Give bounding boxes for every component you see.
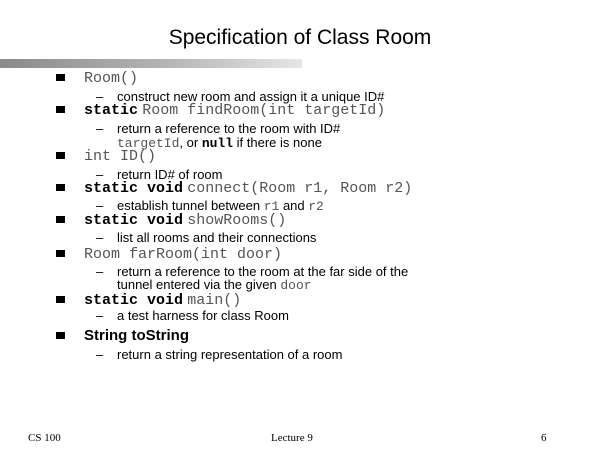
method-description: construct new room and assign it a unique ID# [117,89,385,104]
inline-code: door [280,278,312,293]
dash-icon: – [96,89,104,104]
method-signature [84,327,189,344]
dash-icon: – [96,167,104,182]
text: , or [179,135,202,150]
method-description: return a reference to the room with ID# [117,121,341,136]
method-code: Room() [84,70,139,87]
dash-icon: – [96,347,104,362]
bullet-icon [56,184,65,191]
inline-code: targetId [117,136,180,151]
method-signature [84,291,241,309]
slide-title: Specification of Class Room [168,26,432,49]
method-code: int ID() [84,148,157,165]
inline-code: r1 [263,199,280,214]
bullet-icon [56,216,65,223]
method-description: return ID# of room [117,167,223,182]
method-signature [84,69,138,87]
method-name: String toString [84,327,189,344]
dash-icon: – [96,264,104,279]
text: and [279,198,309,213]
bullet-icon [56,106,65,113]
method-keyword: static void [84,180,184,197]
inline-code: r2 [308,199,324,214]
method-code: showRooms() [187,212,287,229]
method-signature [84,211,286,229]
method-code: Room findRoom(int targetId) [142,102,386,119]
method-keyword: static void [84,292,184,309]
method-signature [84,179,412,197]
bullet-icon [56,152,65,159]
text: tunnel entered via the given [117,277,281,292]
bullet-icon [56,74,65,81]
footer-lecture: Lecture 9 [271,432,313,444]
bullet-icon [56,332,65,339]
method-description: return a string representation of a room [117,347,343,362]
method-signature [84,101,385,119]
footer-course: CS 100 [28,432,61,444]
dash-icon: – [96,230,104,245]
method-code: main() [187,292,242,309]
method-keyword: static void [84,212,184,229]
method-description: return a reference to the room at the far side of the [117,264,409,279]
method-keyword: static [84,102,139,119]
inline-keyword: null [201,136,234,151]
method-signature [84,147,156,165]
method-signature [84,245,282,263]
bullet-icon [56,250,65,257]
dash-icon: – [96,198,104,213]
title-underline-bar [0,59,302,68]
method-code: Room farRoom(int door) [84,246,283,263]
method-code: connect(Room r1, Room r2) [187,180,413,197]
text: if there is none [233,135,322,150]
dash-icon: – [96,121,104,136]
method-description: a test harness for class Room [117,308,289,323]
method-description: list all rooms and their connections [117,230,317,245]
footer-page-number: 6 [541,432,547,444]
text: establish tunnel between [117,198,264,213]
bullet-icon [56,296,65,303]
dash-icon: – [96,308,104,323]
